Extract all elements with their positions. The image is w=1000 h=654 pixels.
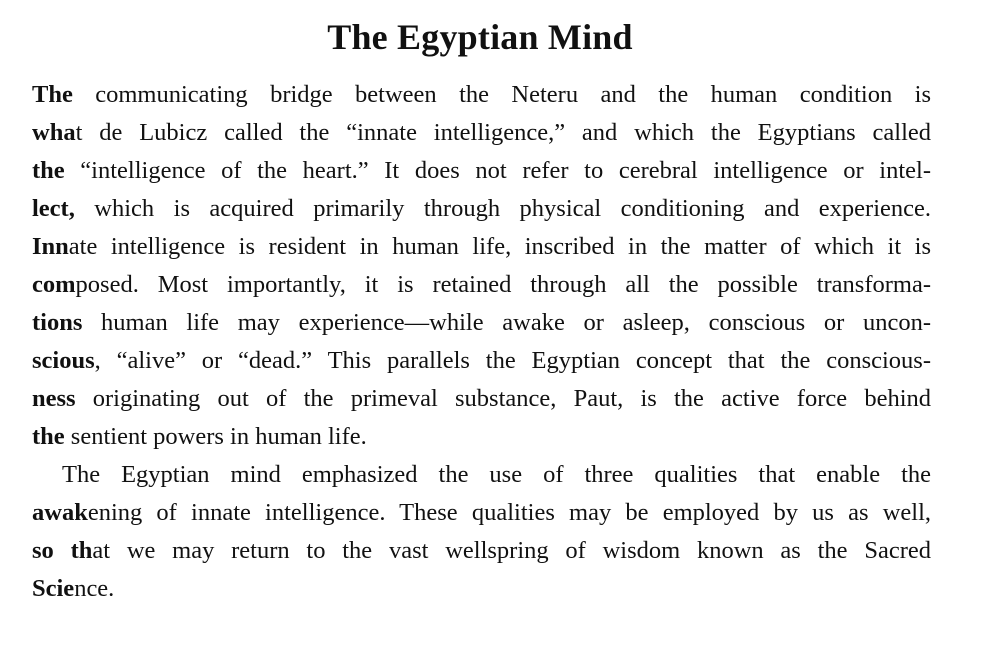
line-lead: the — [32, 423, 65, 450]
text-line — [32, 570, 931, 608]
line-text: posed. Most importantly, it is retained through all the possible transforma- — [75, 271, 931, 298]
line-lead: The — [32, 81, 73, 108]
line-lead: so th — [32, 537, 93, 564]
text-line — [32, 228, 931, 266]
text-line — [32, 494, 931, 532]
line-text: ening of innate intelligence. These qualities may be employed by us as well, — [87, 499, 931, 526]
text-line — [32, 380, 931, 418]
text-line — [32, 76, 931, 114]
line-lead: tions — [32, 309, 83, 336]
line-lead: the — [32, 157, 65, 184]
text-line — [32, 532, 931, 570]
text-line — [32, 418, 931, 456]
line-text: communicating bridge between the Neteru and the human condition is — [72, 81, 931, 108]
line-text: which is acquired primarily through physical conditioning and experience. — [74, 195, 931, 222]
line-lead: scious — [32, 347, 95, 374]
line-lead: Inn — [32, 233, 69, 260]
line-lead: lect, — [32, 195, 75, 222]
text-line — [32, 190, 931, 228]
text-line — [32, 152, 931, 190]
text-line — [32, 304, 931, 342]
line-text: human life may experience—while awake or asleep, conscious or uncon- — [82, 309, 931, 336]
line-text: sentient powers in human life. — [64, 423, 367, 450]
line-lead: ness — [32, 385, 76, 412]
line-lead: awak — [32, 499, 88, 526]
line-text: ate intelligence is resident in human life, inscribed in the matter of which it is — [68, 233, 931, 260]
line-text: , “alive” or “dead.” This parallels the Egyptian concept that the conscious- — [94, 347, 931, 374]
line-text: originating out of the primeval substance, Paut, is the active force behind — [75, 385, 931, 412]
text-line — [32, 342, 931, 380]
text-line — [62, 456, 931, 494]
line-lead: com — [32, 271, 76, 298]
line-text: The Egyptian mind emphasized the use of three qualities that enable the — [62, 461, 931, 488]
line-text: nce. — [74, 575, 115, 602]
line-text: “intelligence of the heart.” It does not refer to cerebral intelligence or intel- — [64, 157, 931, 184]
line-lead: wha — [32, 119, 76, 146]
page-title: The Egyptian Mind — [327, 17, 633, 57]
text-line — [32, 266, 931, 304]
text-line — [32, 114, 931, 152]
line-text: at we may return to the vast wellspring of wisdom known as the Sacred — [92, 537, 931, 564]
line-text: t de Lubicz called the “innate intelligence,” and which the Egyptians called — [75, 119, 931, 146]
line-lead: Scie — [32, 575, 75, 602]
